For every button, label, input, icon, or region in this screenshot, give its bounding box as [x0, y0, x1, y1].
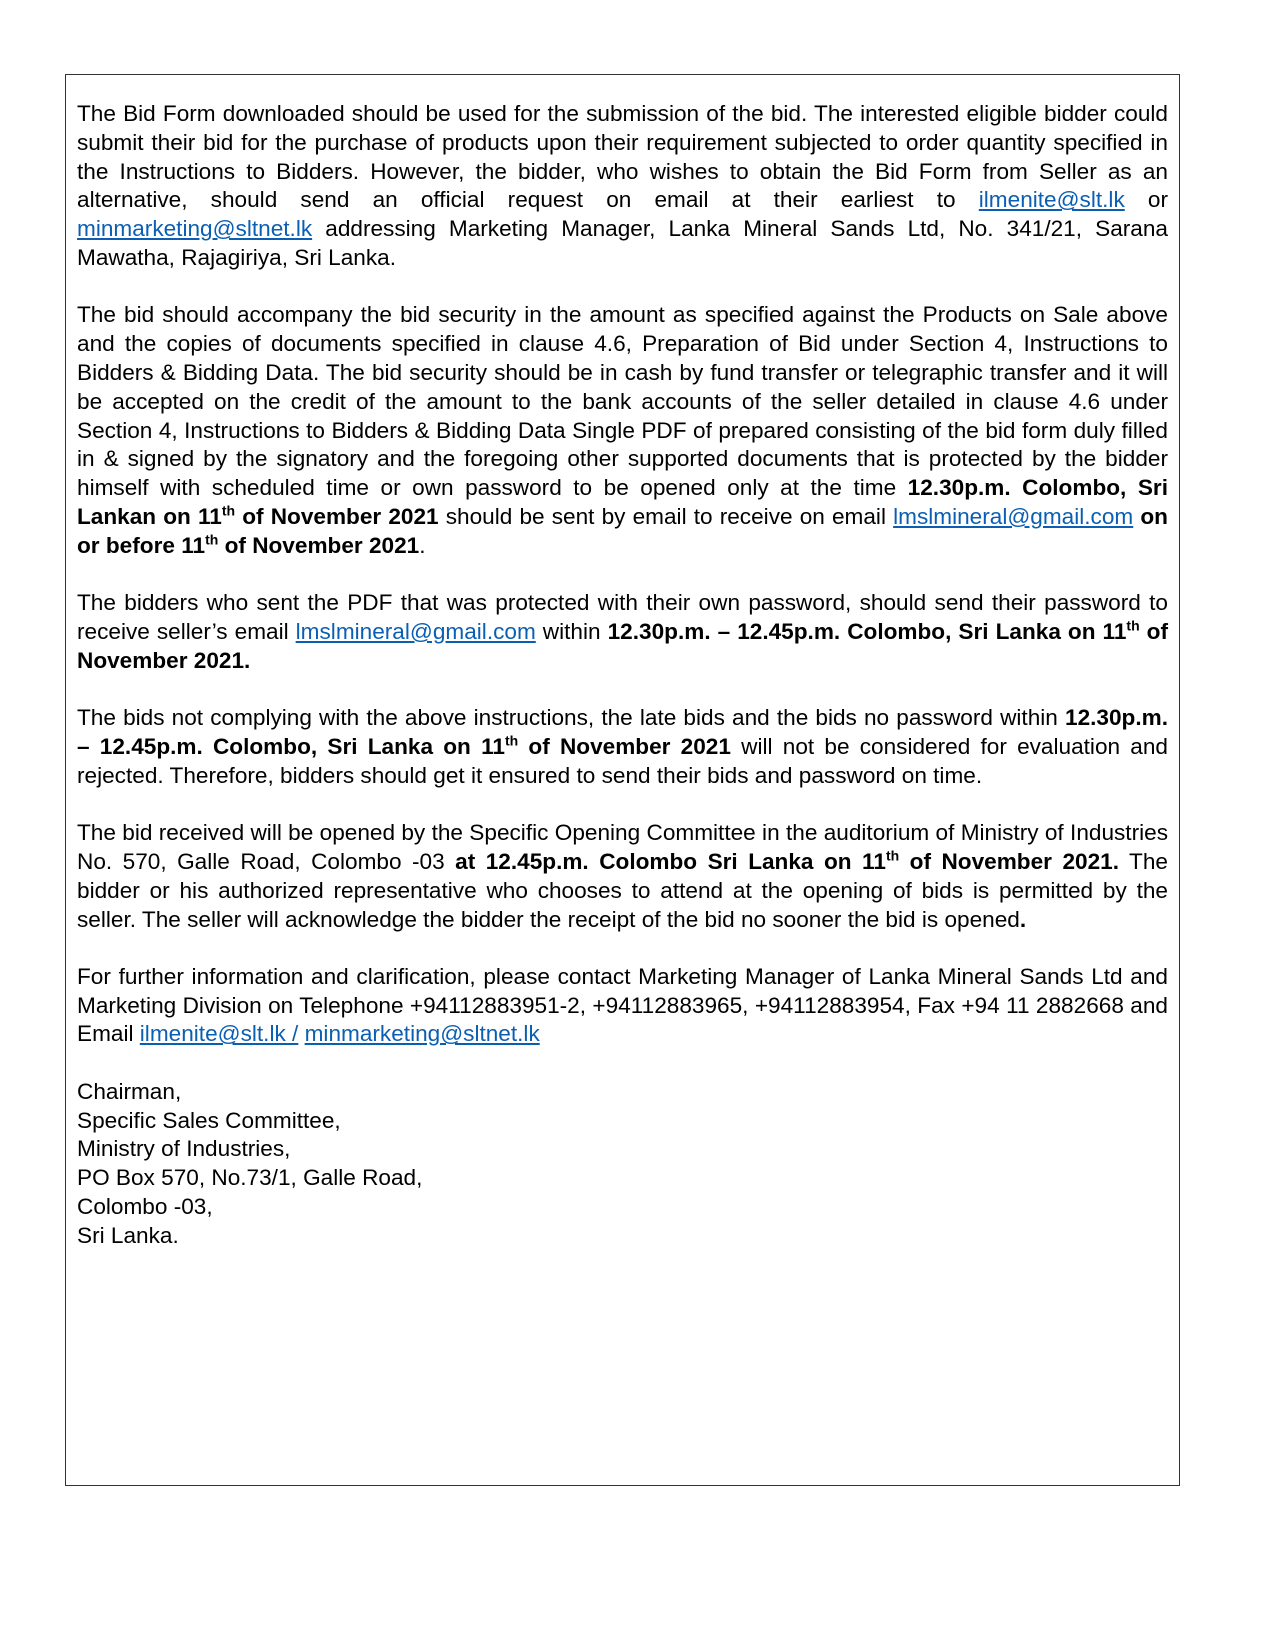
ordinal-suffix: th: [205, 531, 219, 548]
text: The bid received will be opened by the Specific Opening Committee in the auditorium of Ministry of Industries No. 570, Galle Road, Colombo -03: [77, 820, 1168, 874]
text: should be sent by email to receive on email: [438, 503, 894, 529]
paragraph-bid-security: [77, 301, 1168, 560]
email-link-ilmenite[interactable]: ilmenite@slt.lk /: [139, 1021, 299, 1047]
paragraph-bid-form: [77, 100, 1168, 273]
text: The bidders who sent the PDF that was protected with their own password, should send their password to receive seller’s email: [77, 590, 1168, 644]
signature-line: Sri Lanka.: [77, 1222, 179, 1248]
document-body: [77, 100, 1168, 1251]
deadline-text: 12.30p.m. – 12.45p.m. Colombo, Sri Lanka on 11: [77, 705, 1168, 759]
text: within: [535, 618, 608, 644]
ordinal-suffix: th: [504, 732, 519, 749]
signature-line: Specific Sales Committee,: [77, 1107, 341, 1133]
ordinal-suffix: th: [221, 502, 236, 519]
signature-line: PO Box 570, No.73/1, Galle Road,: [77, 1165, 423, 1191]
email-link-lmslmineral[interactable]: lmslmineral@gmail.com: [893, 503, 1134, 529]
email-link-ilmenite[interactable]: ilmenite@slt.lk: [978, 187, 1125, 213]
deadline-text: 12.30p.m. Colombo, Sri Lankan on 11: [77, 475, 1168, 529]
ordinal-suffix: th: [885, 847, 900, 864]
text: The bid should accompany the bid security in the amount as specified against the Products on Sale above and the copies of documents specified in clause 4.6, Preparation of Bid under Section 4, Instructions to Bidders & Bidding Data. The bid security should be in cash by fund transfer or telegraphic transfer and it will be accepted on the credit of the amount to the bank accounts of the seller detailed in clause 4.6 under Section 4, Instructions to Bidders & Bidding Data Single PDF of prepared consisting of the bid form duly filled in & signed by the signatory and the foregoing other supported documents that is protected by the bidder himself with scheduled time or own password to be opened only at the time: [77, 302, 1168, 501]
deadline-text: at 12.45p.m. Colombo Sri Lanka on 11: [455, 848, 886, 874]
paragraph-contact: [77, 963, 1168, 1049]
paragraph-password: [77, 589, 1168, 675]
deadline-text: of November 2021: [218, 532, 420, 558]
deadline-text: of November 2021: [518, 733, 731, 759]
text: will not be considered for evaluation and rejected. Therefore, bidders should get it ensured to send their bids and password on time.: [77, 733, 1168, 788]
deadline-text: of November 2021: [235, 503, 439, 529]
email-link-minmarketing[interactable]: minmarketing@sltnet.lk: [77, 216, 313, 242]
text: .: [419, 532, 426, 558]
text: The bids not complying with the above instructions, the late bids and the bids no password within: [77, 705, 1065, 731]
email-link-minmarketing[interactable]: minmarketing@sltnet.lk: [304, 1021, 540, 1047]
paragraph-opening: [77, 819, 1168, 934]
text: .: [1019, 906, 1027, 932]
email-link-lmslmineral[interactable]: lmslmineral@gmail.com: [295, 618, 536, 644]
text: The bidder or his authorized representative who chooses to attend at the opening of bids is permitted by the seller. The seller will acknowledge the bidder the receipt of the bid no sooner the bid is opened: [77, 848, 1168, 932]
paragraph-rejection: [77, 704, 1168, 790]
signature-line: Ministry of Industries,: [77, 1136, 291, 1162]
ordinal-suffix: th: [1126, 617, 1140, 634]
signature-line: Colombo -03,: [77, 1194, 213, 1220]
text: The Bid Form downloaded should be used for the submission of the bid. The interested eligible bidder could submit their bid for the purchase of products upon their requirement subjected to order quantity specified in the Instructions to Bidders. However, the bidder, who wishes to obtain the Bid Form from Seller as an alternative, should send an official request on email at their earliest to: [77, 101, 1168, 213]
deadline-text: on or before 11: [77, 503, 1168, 558]
deadline-text: 12.30p.m. – 12.45p.m. Colombo, Sri Lanka on 11: [607, 618, 1127, 644]
signature-line: Chairman,: [77, 1078, 182, 1104]
deadline-text: of November 2021.: [899, 848, 1119, 874]
text: addressing Marketing Manager, Lanka Mineral Sands Ltd, No. 341/21, Sarana Mawatha, Rajagiriya, Sri Lanka.: [77, 216, 1168, 270]
text: or: [1124, 187, 1169, 213]
signature-block: [77, 1078, 1168, 1251]
text: For further information and clarification, please contact Marketing Manager of Lanka Mineral Sands Ltd and Marketing Division on Telephone +94112883951-2, +94112883965, +94112883954, Fax +94 11 2882668 and Email: [77, 963, 1168, 1047]
deadline-text: of November 2021.: [77, 618, 1168, 673]
